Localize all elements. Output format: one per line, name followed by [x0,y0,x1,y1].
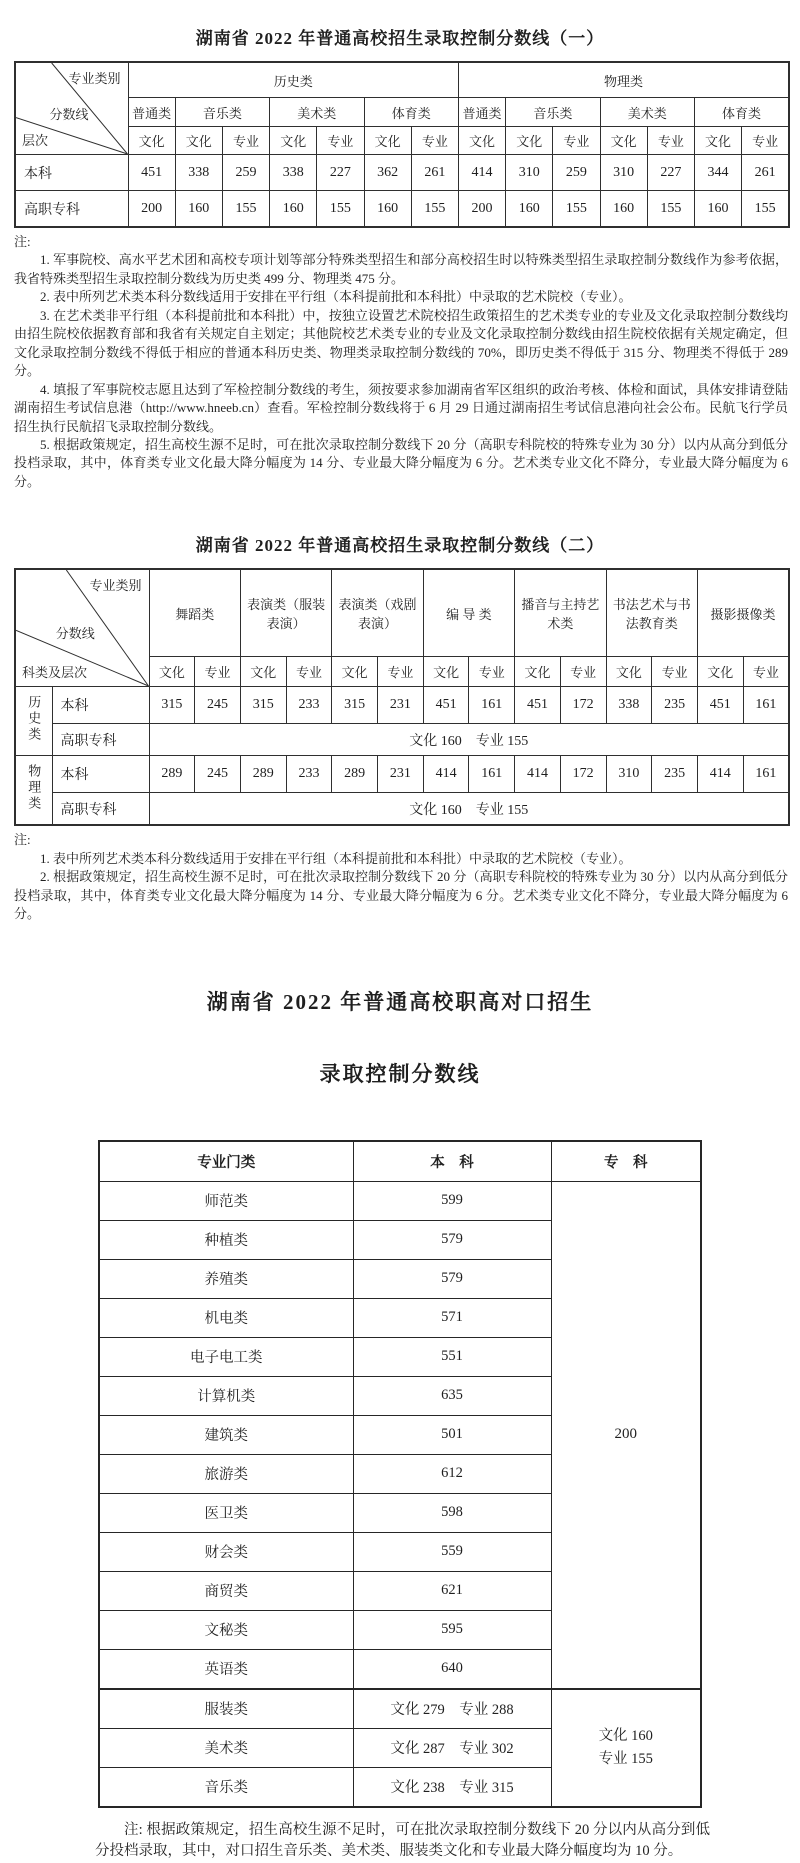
score-cell: 621 [353,1571,551,1610]
subgroup-header: 美术类 [270,98,364,127]
score-cell: 338 [270,155,317,191]
score-cell: 227 [317,155,364,191]
major-cell: 财会类 [99,1532,353,1571]
score-cell: 155 [411,191,458,228]
subgroup-header: 体育类 [364,98,458,127]
score-cell: 259 [553,155,600,191]
score-cell: 161 [469,756,515,793]
score-cell: 414 [697,756,743,793]
col-header: 文化 [606,657,652,687]
group-header-directing: 编 导 类 [423,569,514,657]
major-cell: 音乐类 [99,1767,353,1807]
score-cell: 235 [652,687,698,724]
score-cell: 344 [694,155,741,191]
major-cell: 计算机类 [99,1376,353,1415]
table-row [15,155,789,191]
row-label-benke: 本科 [15,155,128,191]
table-row [15,127,789,155]
corner-label-category: 专业类别 [89,578,142,594]
score-cell: 289 [149,756,195,793]
table3-note: 注: 根据政策规定，招生高校生源不足时，可在批次录取控制分数线下 20 分以内从高分到低分投档录取，其中，对口招生音乐类、美术类、服装类文化和专业最大降分幅度均为 10 分。 [95,1821,710,1860]
table-row [15,191,789,228]
major-cell: 美术类 [99,1728,353,1767]
group-header-broadcasting: 播音与主持艺术类 [515,569,606,657]
col-header: 专业 [378,657,424,687]
score-cell: 200 [128,191,175,228]
score-cell: 261 [411,155,458,191]
col-header: 专业 [743,657,789,687]
score-cell: 451 [697,687,743,724]
col-header: 文化 [128,127,175,155]
score-cell: 451 [515,687,561,724]
table-row [15,62,789,98]
col-header: 文化 [506,127,553,155]
subgroup-header: 体育类 [694,98,789,127]
table1-notes [14,233,788,491]
col-header: 专业 [553,127,600,155]
major-cell: 师范类 [99,1181,353,1220]
score-cell: 200 [458,191,505,228]
score-cell: 245 [195,756,241,793]
col-header: 文化 [423,657,469,687]
score-cell: 315 [240,687,286,724]
col-header: 文化 [175,127,222,155]
score-cell: 155 [222,191,269,228]
major-cell: 医卫类 [99,1493,353,1532]
category-cell-history: 历史类 [15,687,52,756]
score-cell: 501 [353,1415,551,1454]
col-header: 专业 [469,657,515,687]
score-cell: 571 [353,1298,551,1337]
score-cell: 161 [743,687,789,724]
table3-title-line2: 录取控制分数线 [319,1061,481,1086]
score-cell: 233 [286,687,332,724]
subgroup-header: 音乐类 [175,98,269,127]
score-cell: 155 [317,191,364,228]
score-cell: 595 [353,1610,551,1649]
score-cell: 245 [195,687,241,724]
score-cell: 414 [515,756,561,793]
score-cell: 338 [606,687,652,724]
score-cell: 161 [469,687,515,724]
corner-header-cell [15,62,128,155]
col-header-major: 专业门类 [99,1141,353,1182]
major-cell: 英语类 [99,1649,353,1689]
group-header-calligraphy: 书法艺术与书法教育类 [606,569,697,657]
note-item: 2. 表中所列艺术类本科分数线适用于安排在平行组（本科提前批和本科批）中录取的艺术院校（专业）。 [40,289,632,305]
table1-title: 湖南省 2022 年普通高校招生录取控制分数线（一） [195,29,605,48]
score-cell: 172 [560,756,606,793]
zhuanke-art-merged-cell [551,1689,701,1807]
col-header: 文化 [697,657,743,687]
table-row [15,756,789,793]
score-cell: 259 [222,155,269,191]
vocational-score-table [98,1140,702,1808]
score-cell: 599 [353,1181,551,1220]
score-cell: 579 [353,1259,551,1298]
score-cell: 315 [332,687,378,724]
score-cell: 338 [175,155,222,191]
score-cell: 559 [353,1532,551,1571]
col-header: 专业 [411,127,458,155]
notes-label: 注: [14,234,31,249]
major-cell: 服装类 [99,1689,353,1729]
col-header: 专业 [652,657,698,687]
row-label-gaozhi: 高职专科 [52,793,149,826]
score-cell: 160 [694,191,741,228]
col-header: 文化 [270,127,317,155]
score-table-2 [14,568,790,826]
score-cell: 414 [458,155,505,191]
score-cell: 231 [378,756,424,793]
major-cell: 文秘类 [99,1610,353,1649]
table-row [99,1181,701,1220]
major-cell: 旅游类 [99,1454,353,1493]
table-row [99,1141,701,1182]
zhuanke-art-line: 专业 155 [598,1750,653,1767]
major-cell: 种植类 [99,1220,353,1259]
subgroup-header: 普通类 [128,98,175,127]
table-row [15,687,789,724]
score-cell: 231 [378,687,424,724]
major-cell: 养殖类 [99,1259,353,1298]
col-header: 文化 [332,657,378,687]
score-cell: 160 [175,191,222,228]
score-cell: 451 [128,155,175,191]
table3-title-line1: 湖南省 2022 年普通高校职高对口招生 [206,989,594,1014]
score-cell: 文化 238 专业 315 [353,1767,551,1807]
score-cell: 227 [647,155,694,191]
score-cell: 362 [364,155,411,191]
score-cell: 310 [506,155,553,191]
score-cell: 235 [652,756,698,793]
col-header: 专业 [742,127,789,155]
col-header: 专业 [647,127,694,155]
zhuanke-art-line: 文化 160 [598,1728,653,1745]
score-cell: 155 [742,191,789,228]
score-cell: 635 [353,1376,551,1415]
table-row [15,569,789,657]
group-header-history: 历史类 [128,62,458,98]
table-row [15,98,789,127]
col-header: 专业 [560,657,606,687]
score-cell: 289 [240,756,286,793]
col-header: 专业 [317,127,364,155]
subgroup-header: 美术类 [600,98,694,127]
major-cell: 建筑类 [99,1415,353,1454]
score-cell: 172 [560,687,606,724]
col-header: 文化 [364,127,411,155]
note-item: 5. 根据政策规定，招生高校生源不足时，可在批次录取控制分数线下 20 分（高职专科院校的特殊专业为 30 分）以内从高分到低分投档录取，其中，体育类专业文化最大降分幅度为 14 分、专业最大降分幅度为 6 分。艺术类专业文化不降分，专业最大降分幅度为 6 分。 [14,436,788,489]
col-header: 文化 [600,127,647,155]
note-item: 1. 军事院校、高水平艺术团和高校专项计划等部分特殊类型招生和部分高校招生时以特殊类型招生录取控制分数线作为参考依据，我省特殊类型招生录取控制分数线为历史类 499 分、物理类 475 分。 [14,252,788,286]
major-cell: 电子电工类 [99,1337,353,1376]
col-header: 文化 [149,657,195,687]
score-cell: 579 [353,1220,551,1259]
score-cell: 160 [600,191,647,228]
score-cell: 289 [332,756,378,793]
score-cell: 161 [743,756,789,793]
col-header-zhuanke: 专 科 [551,1141,701,1182]
score-cell: 315 [149,687,195,724]
col-header: 文化 [458,127,505,155]
group-header-dance: 舞蹈类 [149,569,240,657]
score-cell: 文化 279 专业 288 [353,1689,551,1729]
major-cell: 机电类 [99,1298,353,1337]
corner-label-scoreline: 分数线 [49,106,89,122]
corner-label-scoreline: 分数线 [55,625,95,641]
table2-notes [14,831,788,923]
row-label-benke: 本科 [52,687,149,724]
row-label-gaozhi: 高职专科 [15,191,128,228]
score-cell: 160 [270,191,317,228]
score-cell: 160 [506,191,553,228]
col-header: 专业 [286,657,332,687]
score-cell: 414 [423,756,469,793]
score-cell: 233 [286,756,332,793]
row-label-gaozhi: 高职专科 [52,724,149,756]
note-item: 2. 根据政策规定，招生高校生源不足时，可在批次录取控制分数线下 20 分（高职专科院校的特殊专业为 30 分）以内从高分到低分投档录取，其中，体育类专业文化最大降分幅度为 14 分、专业最大降分幅度为 6 分。艺术类专业文化不降分，专业最大降分幅度为 6 分。 [14,869,788,922]
score-cell: 640 [353,1649,551,1689]
table2-title: 湖南省 2022 年普通高校招生录取控制分数线（二） [195,536,605,556]
col-header: 文化 [515,657,561,687]
col-header: 文化 [240,657,286,687]
corner-label-category: 专业类别 [68,71,121,86]
corner-label-level: 层次 [22,133,49,148]
score-cell: 155 [647,191,694,228]
subgroup-header: 音乐类 [506,98,600,127]
major-cell: 商贸类 [99,1571,353,1610]
group-header-drama-performance: 表演类（戏剧表演） [332,569,423,657]
score-table-1 [14,61,790,228]
group-header-photography: 摄影摄像类 [697,569,789,657]
note-item: 3. 在艺术类非平行组（本科提前批和本科批）中，按独立设置艺术院校招生政策招生的艺术类专业的专业及文化录取控制分数线均由招生院校依据教育部和我省有关规定自主划定；其他院校艺术类专业的专业及文化录取控制分数线由招生院校依据有关规定确定，但文化录取控制分数线不得低于相应的普通本科历史类、物理类录取控制分数线的 70%，即历史类不得低于 315 分、物理类不得低于 289 分。 [14,307,788,379]
score-cell: 612 [353,1454,551,1493]
score-cell: 310 [606,756,652,793]
score-cell: 160 [364,191,411,228]
score-cell: 155 [553,191,600,228]
score-cell: 451 [423,687,469,724]
score-cell: 551 [353,1337,551,1376]
merged-score-cell: 文化 160 专业 155 [149,724,789,756]
col-header: 专业 [195,657,241,687]
corner-label-type-level: 科类及层次 [22,665,88,681]
col-header: 文化 [694,127,741,155]
table-row [15,793,789,826]
col-header-benke: 本 科 [353,1141,551,1182]
score-cell: 261 [742,155,789,191]
merged-score-cell: 文化 160 专业 155 [149,793,789,826]
table-row [99,1689,701,1729]
corner-header-cell [15,569,149,687]
zhuanke-merged-cell: 200 [551,1181,701,1689]
table-row [15,724,789,756]
subgroup-header: 普通类 [458,98,505,127]
row-label-benke: 本科 [52,756,149,793]
category-cell-physics: 物理类 [15,756,52,826]
col-header: 专业 [222,127,269,155]
note-item: 1. 表中所列艺术类本科分数线适用于安排在平行组（本科提前批和本科批）中录取的艺术院校（专业）。 [40,850,632,866]
score-cell: 598 [353,1493,551,1532]
score-cell: 310 [600,155,647,191]
note-item: 4. 填报了军事院校志愿且达到了军检控制分数线的考生，须按要求参加湖南省军区组织的政治考核、体检和面试，具体安排请登陆湖南招生考试信息港（http://www.hneeb.cn）查看。军检控制分数线将于 6 月 29 日通过湖南招生考试信息港向社会公布。民航飞行学员招生执行民航招飞录取控制分数线。 [14,381,788,434]
notes-label: 注: [14,832,31,848]
score-cell: 文化 287 专业 302 [353,1728,551,1767]
group-header-costume-performance: 表演类（服装表演） [240,569,331,657]
group-header-physics: 物理类 [458,62,789,98]
